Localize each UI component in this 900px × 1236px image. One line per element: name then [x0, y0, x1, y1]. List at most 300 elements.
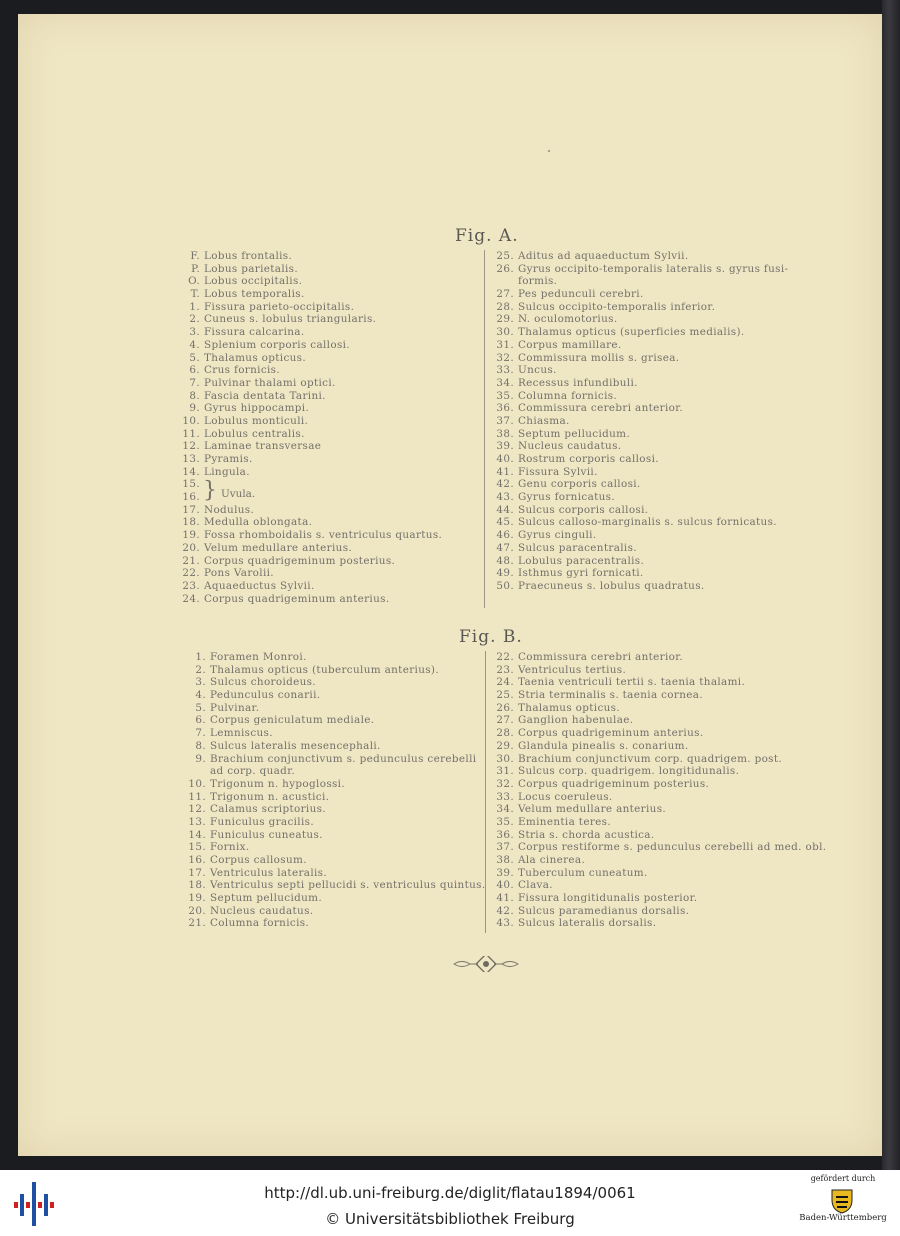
list-item — [484, 727, 826, 740]
item-number: 31. — [496, 338, 514, 351]
item-text: Sulcus choroideus. — [210, 676, 317, 689]
item-text: Ganglion habenulae. — [518, 714, 634, 727]
item-number: 4. — [195, 689, 206, 702]
list-item — [170, 263, 442, 276]
item-text: Lobus temporalis. — [204, 288, 305, 301]
item-number: 42. — [496, 904, 514, 917]
item-number: 3. — [189, 326, 200, 339]
list-item — [170, 301, 442, 314]
item-number: 6. — [189, 364, 200, 377]
sponsor-label: gefördert durch — [810, 1174, 876, 1183]
item-text: Gyrus cinguli. — [518, 529, 597, 542]
list-item — [176, 778, 486, 791]
item-text: Sulcus corporis callosi. — [518, 503, 649, 516]
list-item — [176, 905, 486, 918]
item-number: 18. — [182, 516, 200, 529]
item-text: Praecuneus s. lobulus quadratus. — [518, 579, 705, 592]
list-item — [484, 905, 826, 918]
item-text: N. oculomotorius. — [518, 313, 618, 326]
item-text: Gyrus fornicatus. — [518, 491, 616, 504]
item-text: Corpus geniculatum mediale. — [210, 714, 375, 727]
list-item — [170, 580, 442, 593]
item-text: Aquaeductus Sylvii. — [204, 579, 315, 592]
item-number: 15. — [182, 478, 200, 491]
list-item — [176, 829, 486, 842]
list-item — [170, 542, 442, 555]
item-text: Nucleus caudatus. — [210, 904, 314, 917]
item-text: Ala cinerea. — [518, 854, 586, 866]
list-item — [170, 466, 442, 479]
item-text: Thalamus opticus (superficies medialis). — [518, 326, 745, 339]
item-number: 13. — [188, 815, 206, 828]
item-text: Stria terminalis s. taenia cornea. — [518, 689, 703, 702]
item-number: 4. — [189, 338, 200, 351]
list-item — [176, 740, 486, 753]
list-item — [484, 250, 788, 263]
fig-b-title: Fig. B. — [459, 627, 523, 647]
item-number: 24. — [496, 676, 514, 689]
item-number: 25. — [496, 250, 514, 262]
item-text: Eminentia teres. — [518, 815, 611, 828]
item-text: Funiculus cuneatus. — [210, 828, 323, 841]
copyright-notice: © Universitätsbibliothek Freiburg — [325, 1210, 575, 1228]
item-text: Fissura longitidunalis posterior. — [518, 892, 698, 905]
item-number: 2. — [189, 313, 200, 326]
fig-a-title: Fig. A. — [455, 226, 519, 246]
item-number: 17. — [182, 503, 200, 516]
item-number: 50. — [496, 579, 514, 592]
sponsor-name: Baden-Württemberg — [799, 1213, 887, 1223]
item-text: Nodulus. — [204, 503, 255, 516]
list-item — [484, 676, 826, 689]
item-text: Commissura mollis s. grisea. — [518, 351, 680, 364]
sponsor-block — [798, 1174, 888, 1223]
item-text: Pyramis. — [204, 453, 253, 465]
list-item — [484, 428, 788, 441]
list-item — [170, 593, 442, 606]
item-text: Corpus quadrigeminum posterius. — [204, 554, 396, 567]
item-number: 26. — [496, 701, 514, 714]
item-number: 31. — [496, 765, 514, 778]
list-item — [484, 529, 788, 542]
list-item — [484, 567, 788, 580]
item-number: 39. — [496, 440, 514, 453]
item-number: 7. — [195, 727, 206, 740]
list-item — [484, 892, 826, 905]
list-item — [170, 402, 442, 415]
list-item — [484, 765, 826, 778]
list-item — [484, 816, 826, 829]
item-number: 15. — [188, 841, 206, 854]
item-text: Brachium conjunctivum corp. quadrigem. post. — [518, 752, 783, 765]
item-text: Laminae transversae — [204, 440, 322, 453]
item-text: Foramen Monroi. — [210, 651, 307, 663]
item-number: 22. — [182, 567, 200, 580]
item-text: Thalamus opticus. — [204, 351, 307, 364]
list-item — [170, 352, 442, 365]
list-item — [484, 352, 788, 365]
item-text: Lobulus monticuli. — [204, 414, 309, 427]
list-item — [484, 664, 826, 677]
list-item — [176, 867, 486, 880]
item-number: 27. — [496, 714, 514, 727]
item-number: 34. — [496, 376, 514, 389]
item-text: Commissura cerebri anterior. — [518, 402, 684, 415]
list-item — [176, 689, 486, 702]
list-item — [484, 301, 788, 314]
item-number: T. — [190, 288, 200, 301]
fig-b-right-list — [484, 651, 826, 930]
list-item — [484, 580, 788, 593]
list-item — [176, 714, 486, 727]
item-number: 14. — [182, 465, 200, 478]
uvula-brace: } — [203, 478, 217, 503]
list-item — [170, 516, 442, 529]
list-item — [170, 453, 442, 466]
list-item — [170, 440, 442, 453]
item-number: 9. — [189, 402, 200, 415]
item-text: Pes pedunculi cerebri. — [518, 288, 644, 301]
item-number: 7. — [189, 376, 200, 389]
item-text: Velum medullare anterius. — [518, 803, 667, 816]
list-item — [170, 250, 442, 263]
item-number: 26. — [496, 262, 514, 275]
item-text: Pons Varolii. — [204, 567, 274, 580]
item-text: Cuneus s. lobulus triangularis. — [204, 313, 377, 326]
list-item — [484, 651, 826, 664]
item-number: 3. — [195, 676, 206, 689]
item-number: 30. — [496, 752, 514, 765]
list-item — [484, 778, 826, 791]
item-number: 20. — [188, 904, 206, 917]
item-text: Sulcus calloso-marginalis s. sulcus fornicatus. — [518, 516, 777, 529]
list-item — [484, 879, 826, 892]
item-number: 41. — [496, 892, 514, 905]
item-text: Splenium corporis callosi. — [204, 338, 350, 351]
item-text: Lemniscus. — [210, 727, 273, 740]
item-text: Ventriculus septi pellucidi s. ventriculus quintus. — [210, 879, 486, 892]
item-number: 29. — [496, 313, 514, 326]
list-item — [484, 402, 788, 415]
list-item — [484, 542, 788, 555]
list-item — [484, 740, 826, 753]
item-number: 32. — [496, 351, 514, 364]
item-number: 30. — [496, 326, 514, 339]
item-text: Trigonum n. hypoglossi. — [210, 777, 346, 790]
list-item — [170, 567, 442, 580]
item-text: Corpus quadrigeminum posterius. — [518, 777, 710, 790]
item-text: Thalamus opticus. — [518, 701, 621, 714]
item-text: Funiculus gracilis. — [210, 815, 314, 828]
item-text: Medulla oblongata. — [204, 516, 313, 529]
item-text: Tuberculum cuneatum. — [518, 866, 648, 879]
item-text: Sulcus paracentralis. — [518, 541, 637, 554]
list-item — [484, 854, 826, 867]
item-text: Corpus quadrigeminum anterius. — [204, 592, 390, 605]
list-item — [484, 753, 826, 766]
item-number: 2. — [195, 663, 206, 676]
item-text: ad corp. quadr. — [210, 765, 296, 778]
item-text: Ventriculus tertius. — [518, 663, 627, 676]
list-item — [176, 879, 486, 892]
list-item — [484, 453, 788, 466]
item-text: Glandula pinealis s. conarium. — [518, 739, 689, 752]
item-text: Sulcus lateralis dorsalis. — [518, 917, 657, 930]
list-item — [484, 377, 788, 390]
list-item — [170, 390, 442, 403]
list-item — [176, 917, 486, 930]
item-number: 45. — [496, 516, 514, 529]
list-item — [484, 263, 788, 276]
list-item — [484, 440, 788, 453]
item-text: Lobulus centralis. — [204, 427, 305, 440]
item-number: 28. — [496, 300, 514, 313]
list-item — [170, 504, 442, 517]
item-number: 17. — [188, 866, 206, 879]
list-item — [484, 702, 826, 715]
list-item — [170, 555, 442, 568]
list-item — [176, 854, 486, 867]
item-text: Rostrum corporis callosi. — [518, 453, 659, 465]
item-number: 5. — [189, 351, 200, 364]
list-item — [484, 689, 826, 702]
list-item — [170, 428, 442, 441]
list-item — [176, 892, 486, 905]
item-text: Corpus restiforme s. pedunculus cerebelli ad med. obl. — [518, 841, 827, 854]
item-number: 23. — [496, 663, 514, 676]
item-text: Locus coeruleus. — [518, 790, 613, 803]
item-text: Sulcus occipito-temporalis inferior. — [518, 300, 716, 313]
list-item — [484, 275, 788, 288]
list-item — [484, 466, 788, 479]
list-item — [484, 326, 788, 339]
item-text: Pulvinar. — [210, 701, 260, 714]
item-text: Lobulus paracentralis. — [518, 554, 645, 567]
item-number: 1. — [195, 651, 206, 663]
list-item — [484, 714, 826, 727]
item-number: 44. — [496, 503, 514, 516]
list-item — [170, 415, 442, 428]
list-item — [176, 803, 486, 816]
item-number: 33. — [496, 364, 514, 377]
item-number: 11. — [182, 427, 200, 440]
list-item — [484, 867, 826, 880]
item-number: 40. — [496, 879, 514, 892]
item-number: O. — [188, 275, 200, 288]
item-text: Pedunculus conarii. — [210, 689, 321, 702]
item-number: 8. — [189, 389, 200, 402]
list-item — [176, 727, 486, 740]
item-text: Chiasma. — [518, 414, 570, 427]
item-text: Taenia ventriculi tertii s. taenia thalami. — [518, 676, 746, 689]
item-number: 40. — [496, 453, 514, 465]
list-item — [484, 415, 788, 428]
list-item — [484, 288, 788, 301]
fig-a-left-list — [170, 250, 442, 605]
item-number: 38. — [496, 427, 514, 440]
item-number: 23. — [182, 579, 200, 592]
item-number: 11. — [188, 790, 206, 803]
item-number: 1. — [189, 300, 200, 313]
item-number: 46. — [496, 529, 514, 542]
list-item — [170, 339, 442, 352]
item-text: Sulcus paramedianus dorsalis. — [518, 904, 690, 917]
item-number: 9. — [195, 752, 206, 765]
item-number: 14. — [188, 828, 206, 841]
item-text: Fornix. — [210, 841, 250, 854]
item-text: Crus fornicis. — [204, 364, 281, 377]
item-text: Trigonum n. acustici. — [210, 790, 330, 803]
item-text: Fascia dentata Tarini. — [204, 389, 326, 402]
list-item — [170, 313, 442, 326]
speck — [548, 150, 550, 152]
item-number: 16. — [188, 854, 206, 866]
list-item — [484, 313, 788, 326]
item-number: 34. — [496, 803, 514, 816]
item-number: 20. — [182, 541, 200, 554]
list-item — [176, 791, 486, 804]
item-number: 10. — [188, 777, 206, 790]
item-number: 41. — [496, 465, 514, 478]
ornament-icon — [452, 956, 520, 972]
item-number: 37. — [496, 414, 514, 427]
list-item — [170, 529, 442, 542]
item-text: Nucleus caudatus. — [518, 440, 622, 453]
item-text: Septum pellucidum. — [210, 892, 323, 905]
item-number: 5. — [195, 701, 206, 714]
list-item — [484, 339, 788, 352]
list-item — [170, 288, 442, 301]
list-item — [484, 829, 826, 842]
list-item — [484, 478, 788, 491]
list-item — [176, 664, 486, 677]
item-number: 49. — [496, 567, 514, 580]
item-text: Pulvinar thalami optici. — [204, 376, 336, 389]
item-text: Uncus. — [518, 364, 557, 377]
item-number: 36. — [496, 828, 514, 841]
item-number: 19. — [188, 892, 206, 905]
list-item — [484, 390, 788, 403]
list-item — [176, 841, 486, 854]
item-text: Calamus scriptorius. — [210, 803, 326, 816]
item-number: 12. — [188, 803, 206, 816]
item-number: 42. — [496, 478, 514, 491]
item-number: 27. — [496, 288, 514, 301]
list-item — [484, 516, 788, 529]
item-number: 16. — [182, 491, 200, 504]
item-number: 18. — [188, 879, 206, 892]
list-item — [484, 841, 826, 854]
item-text: Fissura Sylvii. — [518, 465, 598, 478]
item-text: Septum pellucidum. — [518, 427, 631, 440]
item-text: Fissura parieto-occipitalis. — [204, 300, 355, 313]
item-number: 25. — [496, 689, 514, 702]
item-text: Velum medullare anterius. — [204, 541, 353, 554]
list-item — [176, 702, 486, 715]
item-text: Lobus parietalis. — [204, 262, 299, 275]
item-number: 22. — [496, 651, 514, 663]
item-number: 33. — [496, 790, 514, 803]
list-item — [170, 377, 442, 390]
item-text: Lingula. — [204, 465, 250, 478]
item-text: Brachium conjunctivum s. pedunculus cerebelli — [210, 752, 477, 765]
item-text: Sulcus lateralis mesencephali. — [210, 739, 381, 752]
item-text: Fissura calcarina. — [204, 326, 305, 339]
item-number: 19. — [182, 529, 200, 542]
item-text: Genu corporis callosi. — [518, 478, 641, 491]
item-text: Thalamus opticus (tuberculum anterius). — [210, 663, 439, 676]
book-spine — [882, 0, 900, 1170]
document-url[interactable]: http://dl.ub.uni-freiburg.de/diglit/flatau1894/0061 — [264, 1184, 636, 1202]
item-text: Lobus frontalis. — [204, 250, 293, 262]
item-number: 43. — [496, 917, 514, 930]
item-number: 13. — [182, 453, 200, 465]
item-number: 21. — [182, 554, 200, 567]
item-text: Recessus infundibuli. — [518, 376, 638, 389]
item-text: Gyrus occipito-temporalis lateralis s. gyrus fusi- — [518, 262, 789, 275]
item-text: formis. — [518, 275, 558, 288]
item-text: Stria s. chorda acustica. — [518, 828, 655, 841]
item-number: 35. — [496, 389, 514, 402]
list-item — [176, 753, 486, 766]
item-text: Sulcus corp. quadrigem. longitidunalis. — [518, 765, 740, 778]
list-item — [176, 651, 486, 664]
item-text: Clava. — [518, 879, 553, 892]
item-number: 32. — [496, 777, 514, 790]
fig-a-right-list — [484, 250, 788, 593]
item-number: 39. — [496, 866, 514, 879]
list-item — [484, 803, 826, 816]
list-item — [484, 504, 788, 517]
list-item — [170, 364, 442, 377]
item-number: 47. — [496, 541, 514, 554]
item-number: 12. — [182, 440, 200, 453]
item-text: Isthmus gyri fornicati. — [518, 567, 644, 580]
item-text: Lobus occipitalis. — [204, 275, 303, 288]
item-number: P. — [191, 262, 200, 275]
coat-of-arms-icon — [828, 1186, 856, 1214]
item-number: 29. — [496, 739, 514, 752]
item-number: 38. — [496, 854, 514, 866]
item-number: 21. — [188, 917, 206, 930]
fig-b-left-list — [176, 651, 486, 930]
item-text: Aditus ad aquaeductum Sylvii. — [518, 250, 689, 262]
item-number: 10. — [182, 414, 200, 427]
item-text: Corpus callosum. — [210, 854, 307, 866]
list-item — [170, 275, 442, 288]
item-text: Fossa rhomboidalis s. ventriculus quartus. — [204, 529, 443, 542]
item-text: Corpus quadrigeminum anterius. — [518, 727, 704, 740]
item-number: F. — [190, 250, 200, 262]
item-number: 28. — [496, 727, 514, 740]
item-text: Corpus mamillare. — [518, 338, 622, 351]
item-text: Commissura cerebri anterior. — [518, 651, 684, 663]
item-text: Columna fornicis. — [518, 389, 618, 402]
list-item — [484, 491, 788, 504]
list-item — [176, 676, 486, 689]
item-number: 37. — [496, 841, 514, 854]
item-number: 48. — [496, 554, 514, 567]
list-item — [170, 326, 442, 339]
item-text: Columna fornicis. — [210, 917, 310, 930]
item-number: 24. — [182, 592, 200, 605]
list-item — [484, 364, 788, 377]
list-item — [484, 791, 826, 804]
item-text: Gyrus hippocampi. — [204, 402, 310, 415]
uvula-label: Uvula. — [221, 488, 256, 500]
list-item — [176, 765, 486, 778]
list-item — [176, 816, 486, 829]
